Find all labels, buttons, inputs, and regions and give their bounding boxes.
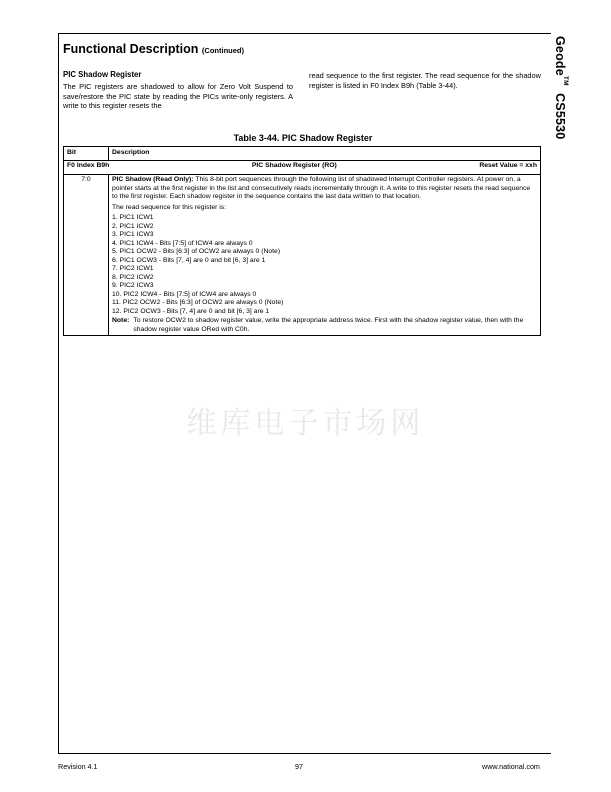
- table-index-row: [64, 161, 541, 175]
- intro-paragraph-left: The PIC registers are shadowed to allow for Zero Volt Suspend to save/restore the PIC state by reading the PICs write-only registers. A write to this register resets the: [63, 82, 293, 110]
- table-header-row: [64, 147, 541, 161]
- note-label: Note:: [112, 317, 130, 324]
- subsection-title: PIC Shadow Register: [63, 70, 142, 79]
- reset-value: Reset Value = xxh: [479, 162, 537, 169]
- list-item: 9. PIC2 ICW3: [112, 282, 154, 289]
- read-sequence-list: [112, 214, 537, 316]
- list-item: 1. PIC1 ICW1: [112, 214, 154, 221]
- list-item: 4. PIC1 ICW4 - Bits [7:5] of ICW4 are always 0: [112, 239, 253, 247]
- field-description: [112, 176, 537, 202]
- footer-page-number: 97: [295, 762, 303, 771]
- list-item: 11. PIC2 OCW2 - Bits [6:3] of OCW2 are always 0 (Note): [112, 299, 284, 306]
- page-frame-top: [58, 33, 551, 34]
- list-item: 3. PIC1 ICW3: [112, 231, 154, 238]
- footer-website-link[interactable]: www.national.com: [482, 762, 540, 771]
- note-text: To restore OCW2 to shadow register value, write the appropriate address twice. First with the shadow register value, then with the shadow register value ORed with C0h.: [133, 317, 524, 333]
- intro-paragraph-right: read sequence to the first register. The read sequence for the shadow register is listed in F0 Index B9h (Table 3-44).: [309, 71, 541, 90]
- field-desc-text: This 8-bit port sequences through the following list of shadowed Interrupt Controller registers. At power on, a pointer starts at the first register in the list and consecutively reads incrementally through it. A write to this register resets the read sequence to the first register. Each shadow register in the sequence contains the last data written to that location.: [112, 176, 531, 200]
- register-index: F0 Index B9h: [67, 162, 110, 169]
- page-frame-bottom: [58, 753, 551, 754]
- table-caption: Table 3-44. PIC Shadow Register: [233, 133, 373, 143]
- list-item: 5. PIC1 OCW2 - Bits [6:3] of OCW2 are always 0 (Note): [112, 248, 281, 255]
- list-item: 2. PIC1 ICW2: [112, 222, 154, 230]
- list-item: 6. PIC1 OCW3 - Bits [7, 4] are 0 and bit [6, 3] are 1: [112, 256, 266, 264]
- register-name: PIC Shadow Register (RO): [251, 162, 337, 169]
- note: [112, 317, 537, 334]
- page-frame-left: [58, 33, 59, 753]
- list-item: 10. PIC2 ICW4 - Bits [7:5] of ICW4 are always 0: [112, 290, 257, 298]
- header-description: Description: [109, 147, 541, 161]
- field-name: PIC Shadow (Read Only):: [112, 176, 194, 183]
- header-bit: Bit: [64, 147, 109, 161]
- list-item: 8. PIC2 ICW2: [112, 273, 154, 281]
- sequence-intro: The read sequence for this register is:: [112, 203, 227, 211]
- bit-description: [109, 175, 541, 336]
- section-continued: (Continued): [201, 46, 244, 55]
- watermark: 维库电子市场网: [186, 406, 425, 441]
- footer-revision: Revision 4.1: [58, 762, 98, 771]
- list-item: 7. PIC2 ICW1: [112, 265, 154, 272]
- table-row: [64, 175, 541, 336]
- section-heading: [63, 42, 244, 56]
- register-table: [63, 146, 541, 336]
- bit-range: 7:0: [64, 175, 109, 336]
- side-product-title: Geode™ CS5530: [552, 36, 569, 140]
- list-item: 12. PIC2 OCW3 - Bits [7, 4] are 0 and bit [6, 3] are 1: [112, 307, 270, 315]
- section-title: Functional Description: [63, 42, 199, 56]
